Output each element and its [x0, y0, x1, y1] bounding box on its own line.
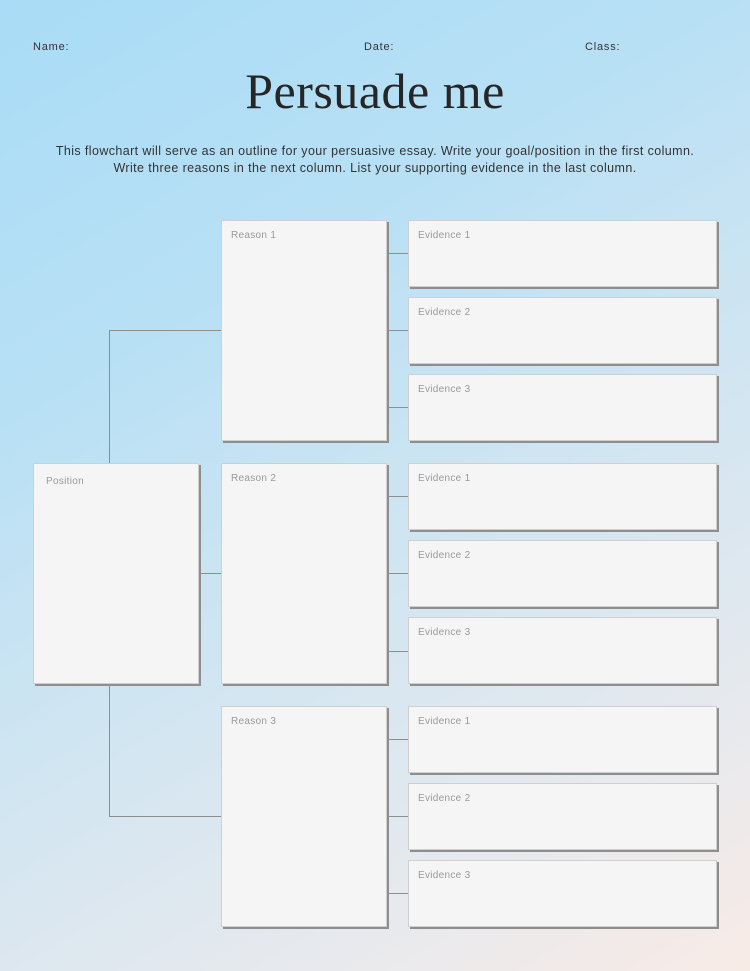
reason-2-evidence-2-box[interactable] [408, 540, 717, 607]
evidence-label: Evidence 3 [418, 870, 471, 881]
reason-3-evidence-1-box[interactable] [408, 706, 717, 773]
connector-r3-e3 [387, 893, 408, 894]
reason-2-label: Reason 2 [231, 473, 277, 484]
connector-r3-e1 [387, 739, 408, 740]
reason-1-box[interactable] [221, 220, 387, 441]
position-box[interactable] [33, 463, 199, 684]
connector-r1-e3 [387, 407, 408, 408]
connector-to-reason-1 [109, 330, 221, 331]
connector-r2-e3 [387, 651, 408, 652]
name-label: Name: [33, 41, 70, 53]
reason-3-label: Reason 3 [231, 716, 277, 727]
instructions-text: This flowchart will serve as an outline for your persuasive essay. Write your goal/position in the first column. Write three reasons in the next column. List your supporting evidence in the last column. [55, 144, 695, 175]
evidence-label: Evidence 1 [418, 473, 471, 484]
connector-to-reason-3 [109, 816, 221, 817]
reason-1-evidence-2-box[interactable] [408, 297, 717, 364]
connector-r2-e1 [387, 496, 408, 497]
evidence-label: Evidence 1 [418, 716, 471, 727]
connector-r1-e1 [387, 253, 408, 254]
reason-3-box[interactable] [221, 706, 387, 927]
connector-position-vertical [109, 330, 110, 463]
reason-1-evidence-1-box[interactable] [408, 220, 717, 287]
evidence-label: Evidence 2 [418, 793, 471, 804]
class-label: Class: [585, 41, 621, 53]
evidence-label: Evidence 3 [418, 384, 471, 395]
reason-2-box[interactable] [221, 463, 387, 684]
connector-r1-e2 [387, 330, 408, 331]
evidence-label: Evidence 3 [418, 627, 471, 638]
reason-1-evidence-3-box[interactable] [408, 374, 717, 441]
position-label: Position [46, 476, 84, 487]
evidence-label: Evidence 2 [418, 550, 471, 561]
date-label: Date: [364, 41, 395, 53]
reason-2-evidence-1-box[interactable] [408, 463, 717, 530]
connector-position-vertical-lower [109, 685, 110, 816]
reason-1-label: Reason 1 [231, 230, 277, 241]
reason-3-evidence-3-box[interactable] [408, 860, 717, 927]
connector-r2-e2 [387, 573, 408, 574]
connector-to-reason-2 [199, 573, 221, 574]
page-title: Persuade me [245, 63, 505, 119]
evidence-label: Evidence 2 [418, 307, 471, 318]
reason-3-evidence-2-box[interactable] [408, 783, 717, 850]
connector-r3-e2 [387, 816, 408, 817]
reason-2-evidence-3-box[interactable] [408, 617, 717, 684]
evidence-label: Evidence 1 [418, 230, 471, 241]
